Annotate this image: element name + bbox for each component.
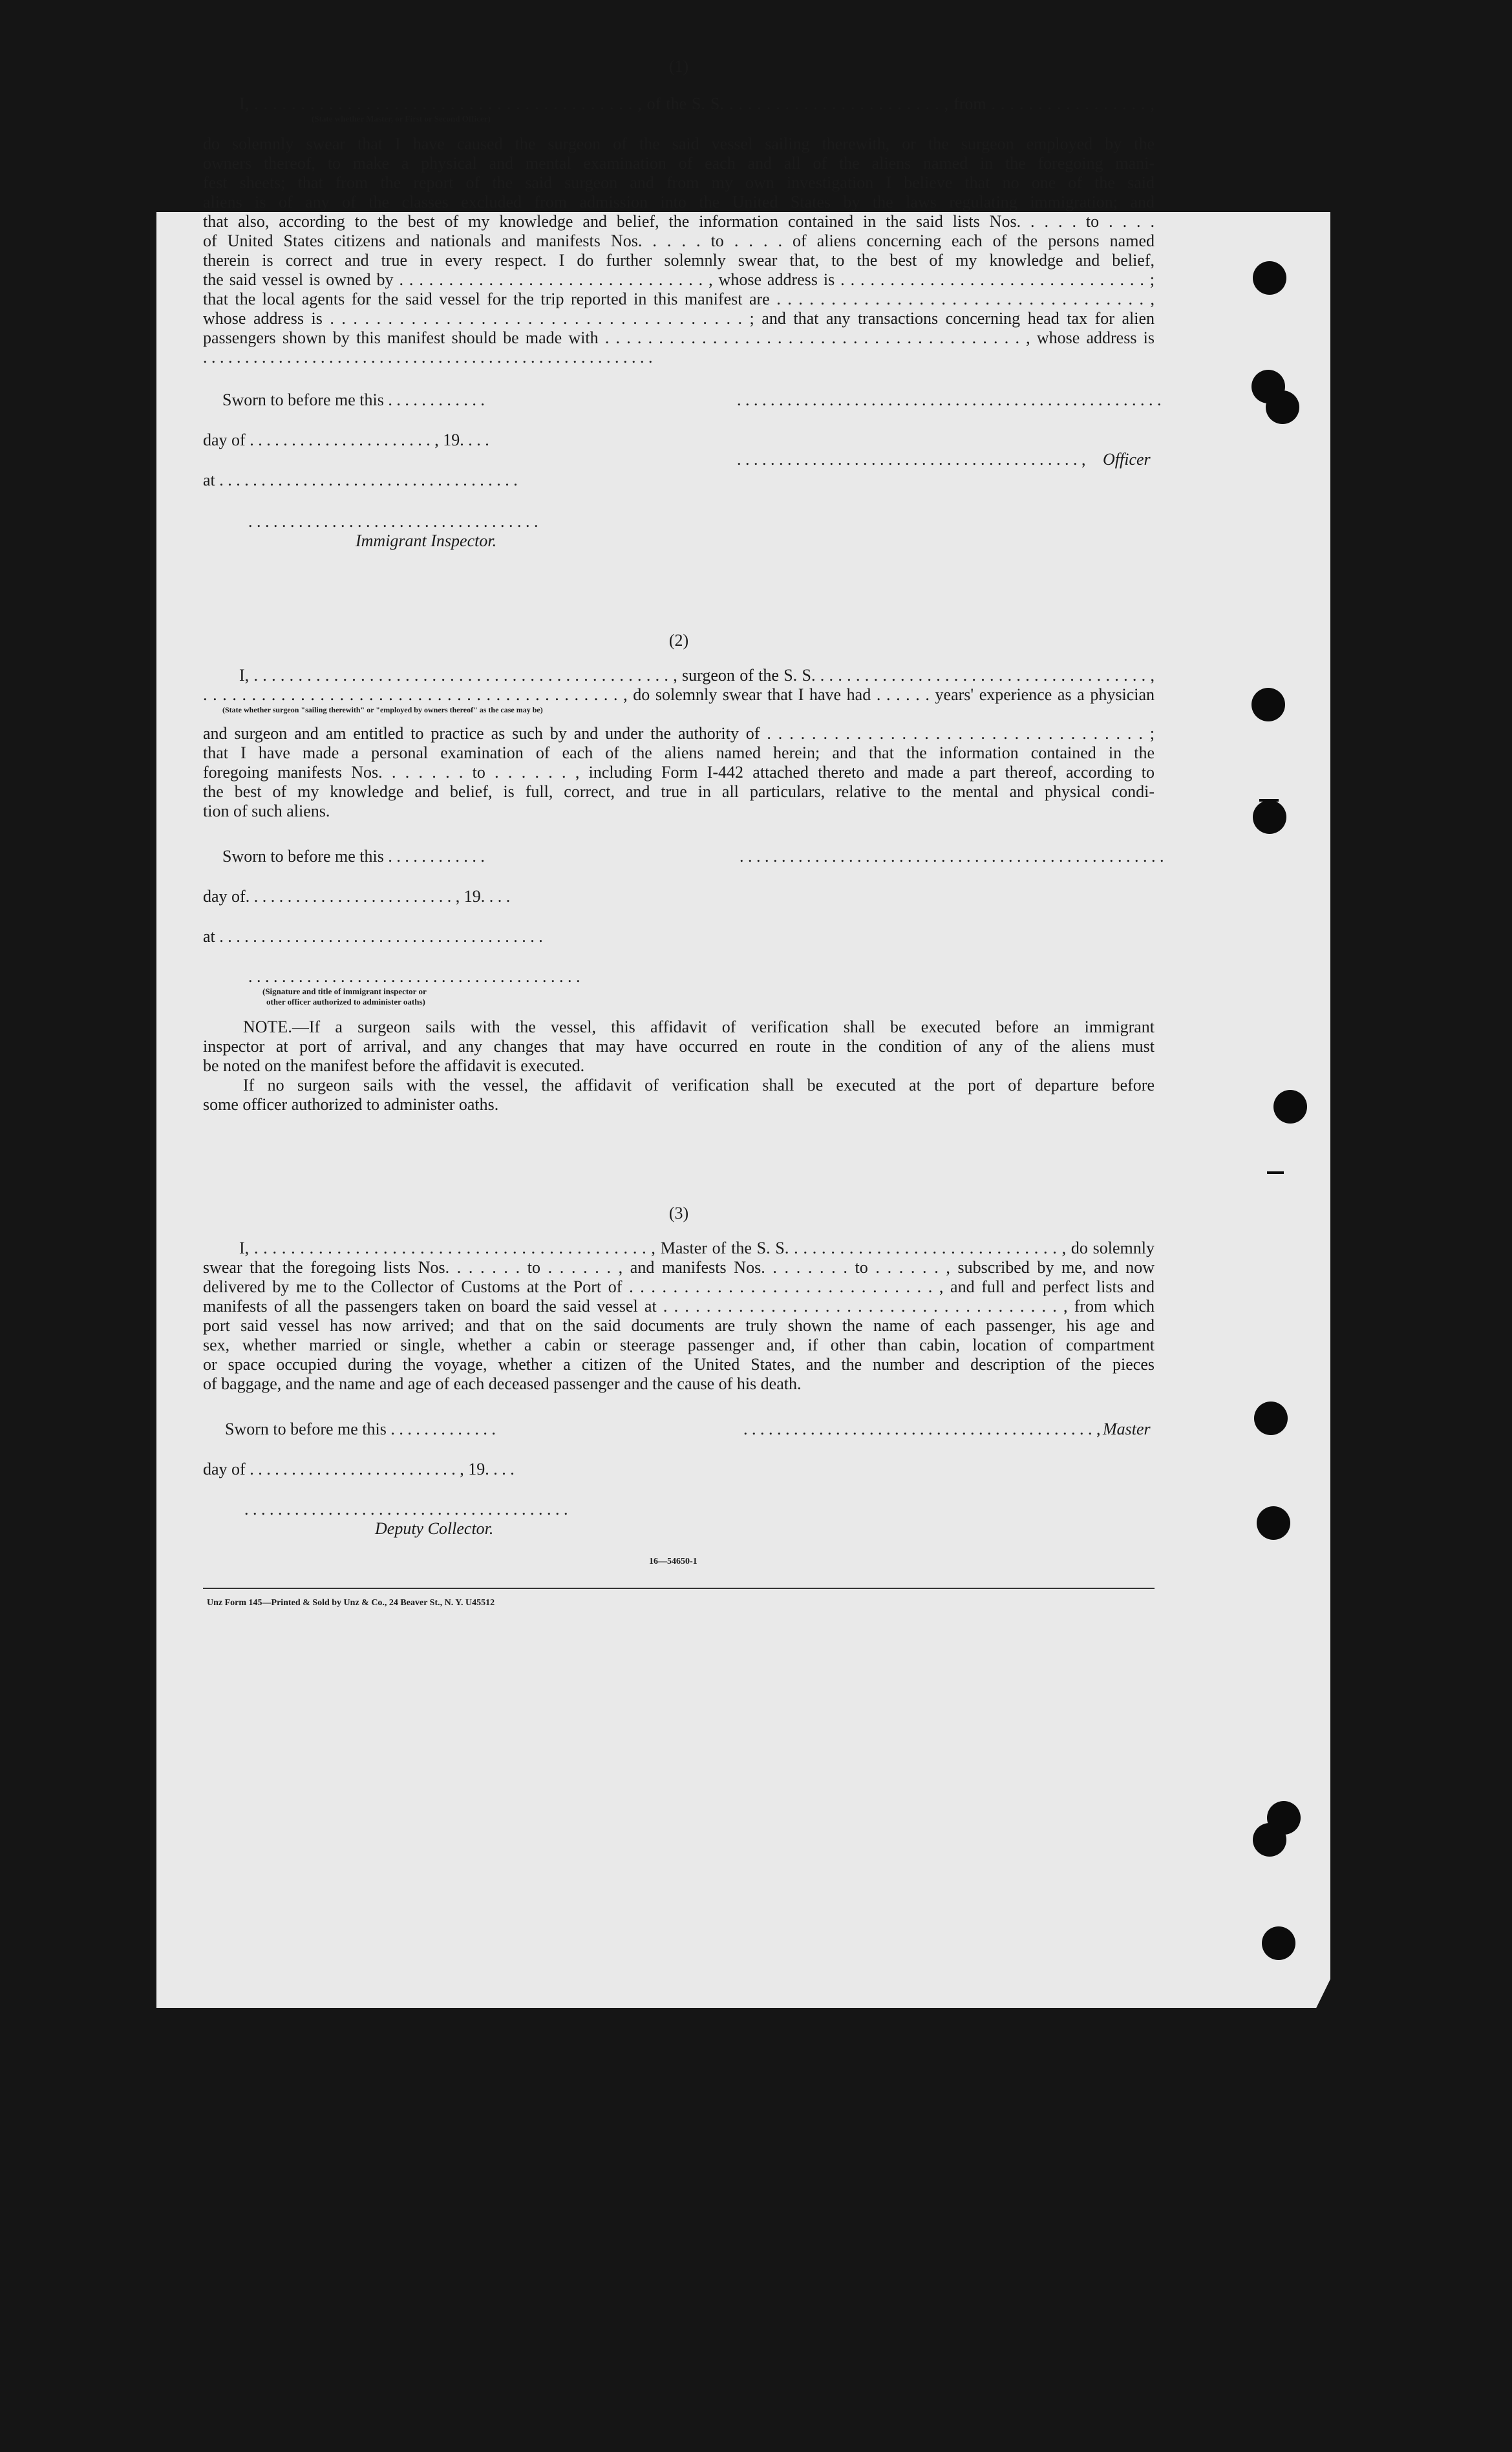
section-1-inspector-dots: . . . . . . . . . . . . . . . . . . . . . . . . . . . . . . . . . . . — [248, 512, 538, 531]
section-1-officer-label: Officer — [1103, 450, 1151, 469]
section-2-sworn: Sworn to before me this . . . . . . . . . . . . — [222, 847, 485, 866]
footer-rule — [203, 1588, 1155, 1589]
section-2-day: day of. . . . . . . . . . . . . . . . . . . . . . . . . , 19. . . . — [203, 887, 511, 906]
section-1-para-line: passengers shown by this manifest should be made with . . . . . . . . . . . . . . . . . . . . . . . . . . . . . . . . . . . . . . . , whose address is — [203, 328, 1155, 347]
punch-hole — [1273, 1090, 1307, 1124]
punch-hole — [1262, 1926, 1295, 1960]
section-2-signature-dots: . . . . . . . . . . . . . . . . . . . . . . . . . . . . . . . . . . . . . . . . . . . . . . . . . . . — [740, 847, 1164, 866]
punch-hole — [1266, 390, 1299, 424]
margin-mark — [1259, 799, 1279, 802]
section-1-para-line: fest sheets; that from the report of the said surgeon and from my own investigation I believe that no one of the said — [203, 173, 1155, 192]
section-2-para-line: the best of my knowledge and belief, is full, correct, and true in all particulars, relative to the mental and physical condi- — [203, 782, 1155, 801]
form-number: 16—54650-1 — [649, 1557, 697, 1566]
section-1-para-last: . . . . . . . . . . . . . . . . . . . . . . . . . . . . . . . . . . . . . . . . . . . . . . . . . . . . . . — [203, 348, 653, 367]
section-2-para-line: foregoing manifests Nos. . . . . . . to . . . . . . , including Form I-442 attached thereto and made a part thereof, according to — [203, 763, 1155, 782]
section-2-number: (2) — [668, 631, 689, 650]
margin-mark — [1267, 1171, 1284, 1174]
section-2-para-last: tion of such aliens. — [203, 802, 330, 820]
section-3-collector-dots: . . . . . . . . . . . . . . . . . . . . . . . . . . . . . . . . . . . . . . . — [244, 1500, 568, 1519]
section-2-first-line: I, . . . . . . . . . . . . . . . . . . . . . . . . . . . . . . . . . . . . . . . . . . . . . . . , surgeon of the S. S. . . . . . . . . . . . . . . . . . . . . . . . . . . . . . . . . . . . . . , — [239, 666, 1155, 685]
section-2-second-line: . . . . . . . . . . . . . . . . . . . . . . . . . . . . . . . . . . . . . . . . . . . , do solemnly swear that I have had . . . . . . years' experience as a physician — [203, 685, 1155, 704]
note-line — [243, 1018, 1155, 1037]
note-line: be noted on the manifest before the affidavit is executed. — [203, 1056, 585, 1075]
section-3-para-line: sex, whether married or single, whether a cabin or steerage passenger and, if other than cabin, location of compartment — [203, 1336, 1155, 1354]
section-2-para-line: and surgeon and am entitled to practice as such by and under the authority of . . . . . . . . . . . . . . . . . . . . . . . . . . . . . . . . . . ; — [203, 724, 1155, 743]
section-1-inspector-label: Immigrant Inspector. — [356, 531, 497, 550]
section-3-number: (3) — [668, 1204, 689, 1222]
section-2-inspector-dots: . . . . . . . . . . . . . . . . . . . . . . . . . . . . . . . . . . . . . . . . — [248, 967, 580, 986]
section-1-first-line-note: (State whether Master, or First or Second Officer) — [312, 114, 491, 123]
section-1-para-line: that the local agents for the said vessel for the trip reported in this manifest are . . . . . . . . . . . . . . . . . . . . . . . . . . . . . . . . . . , — [203, 290, 1155, 308]
section-3-para-line: delivered by me to the Collector of Customs at the Port of . . . . . . . . . . . . . . . . . . . . . . . . . . . . , and full and perfect lists and — [203, 1277, 1155, 1296]
section-3-para-line: or space occupied during the voyage, whether a citizen of the United States, and the number and description of the pieces — [203, 1355, 1155, 1374]
section-3-master-dots: . . . . . . . . . . . . . . . . . . . . . . . . . . . . . . . . . . . . . . . . . . , — [743, 1420, 1101, 1438]
note-head: NOTE. — [243, 1018, 292, 1036]
section-3-para-line: swear that the foregoing lists Nos. . . . . . . to . . . . . . , and manifests Nos. . . . . . . . to . . . . . . , subscribed by me, and now — [203, 1258, 1155, 1277]
section-1-day: day of . . . . . . . . . . . . . . . . . . . . . . , 19. . . . — [203, 431, 489, 449]
section-2-second-line-note: (State whether surgeon "sailing therewith" or "employed by owners thereof" as the case may be) — [222, 705, 543, 714]
section-1-para-line: therein is correct and true in every respect. I do further solemnly swear that, to the best of my knowledge and belief, — [203, 251, 1155, 270]
printer-imprint: Unz Form 145—Printed & Sold by Unz & Co., 24 Beaver St., N. Y. U45512 — [207, 1598, 495, 1608]
note-text: —If a surgeon sails with the vessel, this affidavit of verification shall be executed before an immigrant — [292, 1018, 1155, 1036]
section-1-para-line: owners thereof, to make a physical and mental examination of each and all of the aliens named in the foregoing mani- — [203, 154, 1155, 173]
section-1-para-line: aliens is of any of the classes excluded from admission into the United States by the laws regulating immigration; and — [203, 193, 1155, 211]
note-line: inspector at port of arrival, and any changes that may have occurred en route in the condition of any of the aliens must — [203, 1037, 1155, 1056]
section-1-first-line: I, . . . . . . . . . . . . . . . . . . . . . . . . . . . . . . . . . . . . . . . . . , of the S. S. . . . . . . . . . . . . . . . . . . . . . . . , from . . . . . . . . . . . . . . . . . , — [239, 94, 1155, 113]
section-3-collector-label: Deputy Collector. — [375, 1519, 494, 1538]
note-line: some officer authorized to administer oaths. — [203, 1095, 499, 1114]
section-3-para-line: I, . . . . . . . . . . . . . . . . . . . . . . . . . . . . . . . . . . . . . . . . . . . , Master of the S. S. . . . . . . . . . . . . . . . . . . . . . . . . . . . . . , do solemnly — [239, 1239, 1155, 1257]
punch-hole — [1254, 1402, 1288, 1435]
section-1-para-line: whose address is . . . . . . . . . . . . . . . . . . . . . . . . . . . . . . . . . . . . ; and that any transactions concerning head tax for alien — [203, 309, 1155, 328]
punch-hole — [1253, 261, 1286, 295]
section-2-para-line: that I have made a personal examination of each of the aliens named herein; and that the information contained in the — [203, 743, 1155, 762]
punch-hole — [1257, 1506, 1290, 1540]
section-1-para-line: that also, according to the best of my knowledge and belief, the information contained in the said lists Nos. . . . . to . . . . — [203, 212, 1155, 231]
section-2-at: at . . . . . . . . . . . . . . . . . . . . . . . . . . . . . . . . . . . . . . . — [203, 927, 543, 946]
punch-hole — [1251, 688, 1285, 721]
section-1-number: (1) — [668, 57, 689, 76]
section-3-para-line: port said vessel has now arrived; and that on the said documents are truly shown the name of each passenger, his age and — [203, 1316, 1155, 1335]
section-1-sworn: Sworn to before me this . . . . . . . . . . . . — [222, 390, 485, 409]
section-1-at: at . . . . . . . . . . . . . . . . . . . . . . . . . . . . . . . . . . . . — [203, 471, 518, 489]
section-3-para-last: of baggage, and the name and age of each deceased passenger and the cause of his death. — [203, 1374, 802, 1393]
section-1-signature-dots: . . . . . . . . . . . . . . . . . . . . . . . . . . . . . . . . . . . . . . . . . . . . . . . . . . . — [737, 390, 1162, 409]
punch-hole — [1253, 1823, 1286, 1857]
section-3-master-label: Master — [1103, 1420, 1151, 1438]
section-3-day: day of . . . . . . . . . . . . . . . . . . . . . . . . . , 19. . . . — [203, 1460, 515, 1478]
section-1-para-line: the said vessel is owned by . . . . . . . . . . . . . . . . . . . . . . . . . . . . . . . , whose address is . . . . . . . . . . . . . . . . . . . . . . . . . . . . . . . ; — [203, 270, 1155, 289]
section-2-inspector-label: (Signature and title of immigrant inspector or — [262, 986, 427, 996]
section-2-inspector-label: other officer authorized to administer oaths) — [266, 997, 425, 1007]
note-line: If no surgeon sails with the vessel, the affidavit of verification shall be executed at the port of departure before — [243, 1076, 1155, 1094]
punch-hole — [1253, 800, 1286, 834]
section-1-para-line: do solemnly swear that I have caused the surgeon of the said vessel sailing therewith, or the surgeon employed by the — [203, 134, 1155, 153]
section-3-sworn: Sworn to before me this . . . . . . . . . . . . . — [225, 1420, 496, 1438]
section-3-para-line: manifests of all the passengers taken on board the said vessel at . . . . . . . . . . . . . . . . . . . . . . . . . . . . . . . . . . . . . , from which — [203, 1297, 1155, 1316]
section-1-para-line: of United States citizens and nationals and manifests Nos. . . . . to . . . . of aliens concerning each of the persons named — [203, 231, 1155, 250]
section-1-officer-dots: . . . . . . . . . . . . . . . . . . . . . . . . . . . . . . . . . . . . . . . . . , — [737, 450, 1086, 469]
